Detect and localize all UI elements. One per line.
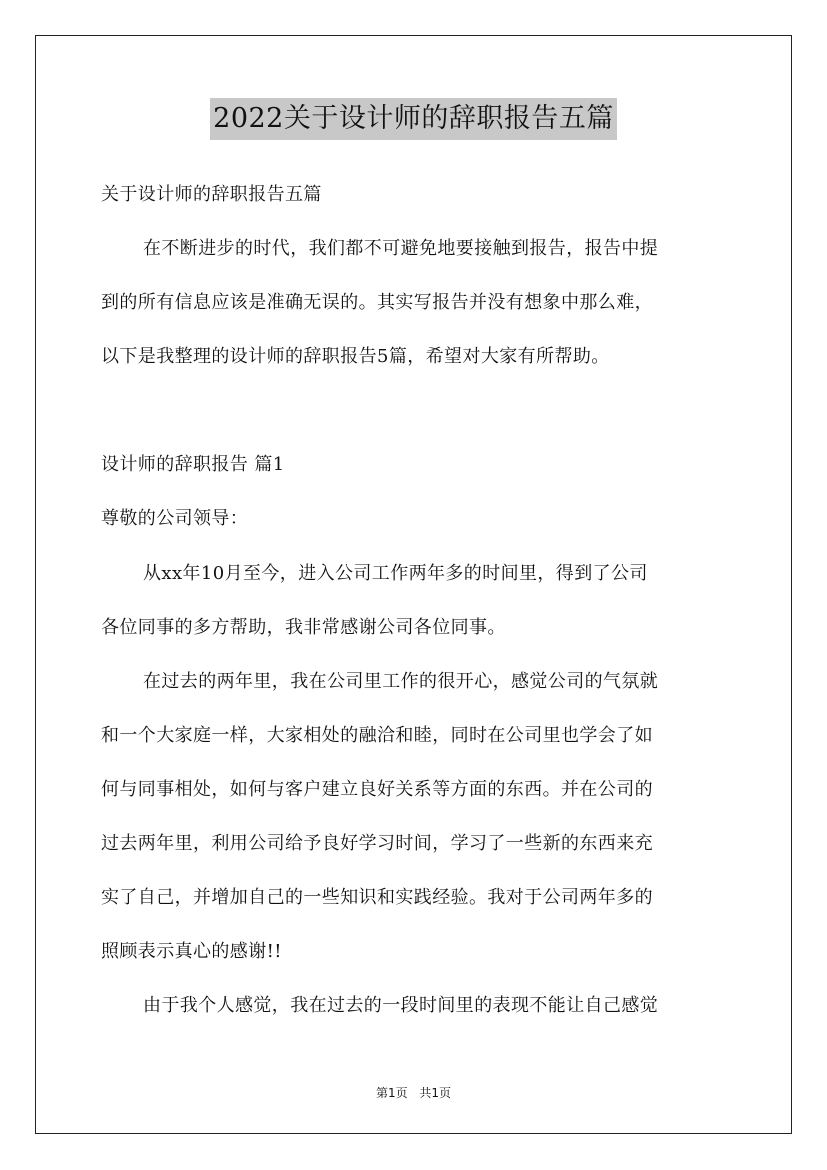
paragraph2-line-3: 何与同事相处，如何与客户建立良好关系等方面的东西。并在公司的 bbox=[101, 779, 653, 800]
paragraph2-line-4: 过去两年里，利用公司给予良好学习时间，学习了一些新的东西来充 bbox=[101, 833, 653, 854]
intro-line-3: 以下是我整理的设计师的辞职报告5篇，希望对大家有所帮助。 bbox=[101, 346, 610, 367]
paragraph2-line-1: 在过去的两年里，我在公司里工作的很开心，感觉公司的气氛就 bbox=[143, 671, 659, 692]
document-subtitle: 关于设计师的辞职报告五篇 bbox=[101, 184, 322, 205]
document-title: 2022关于设计师的辞职报告五篇 bbox=[210, 98, 617, 140]
intro-line-1: 在不断进步的时代，我们都不可避免地要接触到报告，报告中提 bbox=[143, 238, 659, 259]
paragraph3-line-1: 由于我个人感觉，我在过去的一段时间里的表现不能让自己感觉 bbox=[143, 995, 659, 1016]
page-footer bbox=[0, 1084, 827, 1101]
paragraph2-line-2: 和一个大家庭一样，大家相处的融洽和睦，同时在公司里也学会了如 bbox=[101, 725, 653, 746]
intro-line-2: 到的所有信息应该是准确无误的。其实写报告并没有想象中那么难， bbox=[101, 292, 653, 313]
title-container bbox=[0, 98, 827, 140]
paragraph2-line-5: 实了自己，并增加自己的一些知识和实践经验。我对于公司两年多的 bbox=[101, 887, 653, 908]
section-heading: 设计师的辞职报告 篇1 bbox=[101, 454, 285, 475]
paragraph2-line-6: 照顾表示真心的感谢!! bbox=[101, 941, 282, 962]
paragraph1-line-2: 各位同事的多方帮助，我非常感谢公司各位同事。 bbox=[101, 617, 506, 638]
page-total: 共1页 bbox=[419, 1086, 452, 1100]
salutation: 尊敬的公司领导： bbox=[101, 508, 249, 529]
paragraph1-line-1: 从xx年10月至今，进入公司工作两年多的时间里，得到了公司 bbox=[143, 563, 648, 584]
page-number: 第1页 bbox=[375, 1086, 408, 1100]
